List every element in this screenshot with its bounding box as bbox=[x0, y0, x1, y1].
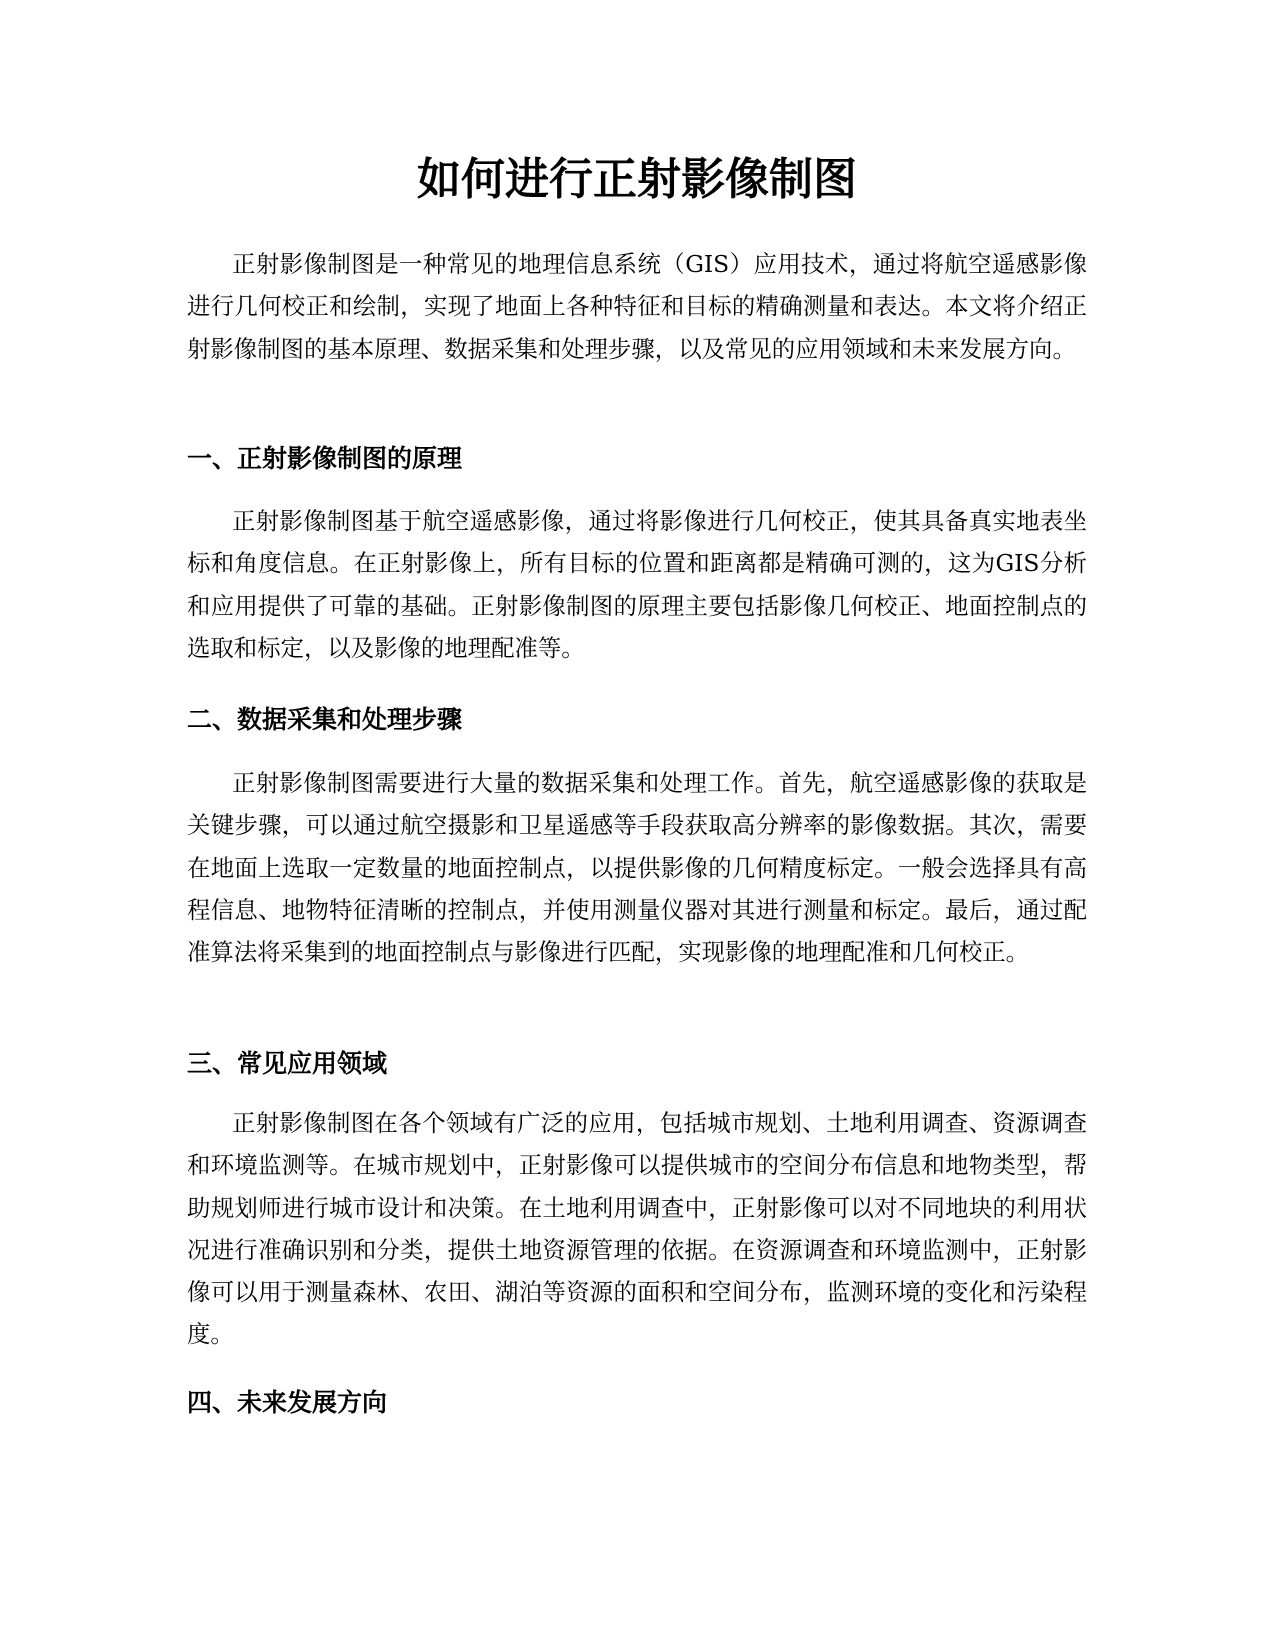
section-body-principle: 正射影像制图基于航空遥感影像，通过将影像进行几何校正，使其具备真实地表坐标和角度信息。在正射影像上，所有目标的位置和距离都是精确可测的，这为GIS分析和应用提供了可靠的基础。正射影像制图的原理主要包括影像几何校正、地面控制点的选取和标定，以及影像的地理配准等。 bbox=[187, 507, 1087, 662]
section-heading-principle: 一、正射影像制图的原理 bbox=[187, 444, 463, 473]
section-body-applications: 正射影像制图在各个领域有广泛的应用，包括城市规划、土地利用调查、资源调查和环境监测等。在城市规划中，正射影像可以提供城市的空间分布信息和地物类型，帮助规划师进行城市设计和决策。在土地利用调查中，正射影像可以对不同地块的利用状况进行准确识别和分类，提供土地资源管理的依据。在资源调查和环境监测中，正射影像可以用于测量森林、农田、湖泊等资源的面积和空间分布，监测环境的变化和污染程度。 bbox=[187, 1109, 1087, 1349]
section-heading-future: 四、未来发展方向 bbox=[187, 1388, 388, 1417]
section-heading-applications: 三、常见应用领域 bbox=[187, 1049, 388, 1078]
intro-paragraph: 正射影像制图是一种常见的地理信息系统（GIS）应用技术，通过将航空遥感影像进行几何校正和绘制，实现了地面上各种特征和目标的精确测量和表达。本文将介绍正射影像制图的基本原理、数据采集和处理步骤，以及常见的应用领域和未来发展方向。 bbox=[187, 250, 1087, 363]
section-heading-data-processing: 二、数据采集和处理步骤 bbox=[187, 705, 463, 734]
document-title: 如何进行正射影像制图 bbox=[417, 154, 857, 205]
section-body-data-processing: 正射影像制图需要进行大量的数据采集和处理工作。首先，航空遥感影像的获取是关键步骤，可以通过航空摄影和卫星遥感等手段获取高分辨率的影像数据。其次，需要在地面上选取一定数量的地面控制点，以提供影像的几何精度标定。一般会选择具有高程信息、地物特征清晰的控制点，并使用测量仪器对其进行测量和标定。最后，通过配准算法将采集到的地面控制点与影像进行匹配，实现影像的地理配准和几何校正。 bbox=[187, 769, 1087, 967]
